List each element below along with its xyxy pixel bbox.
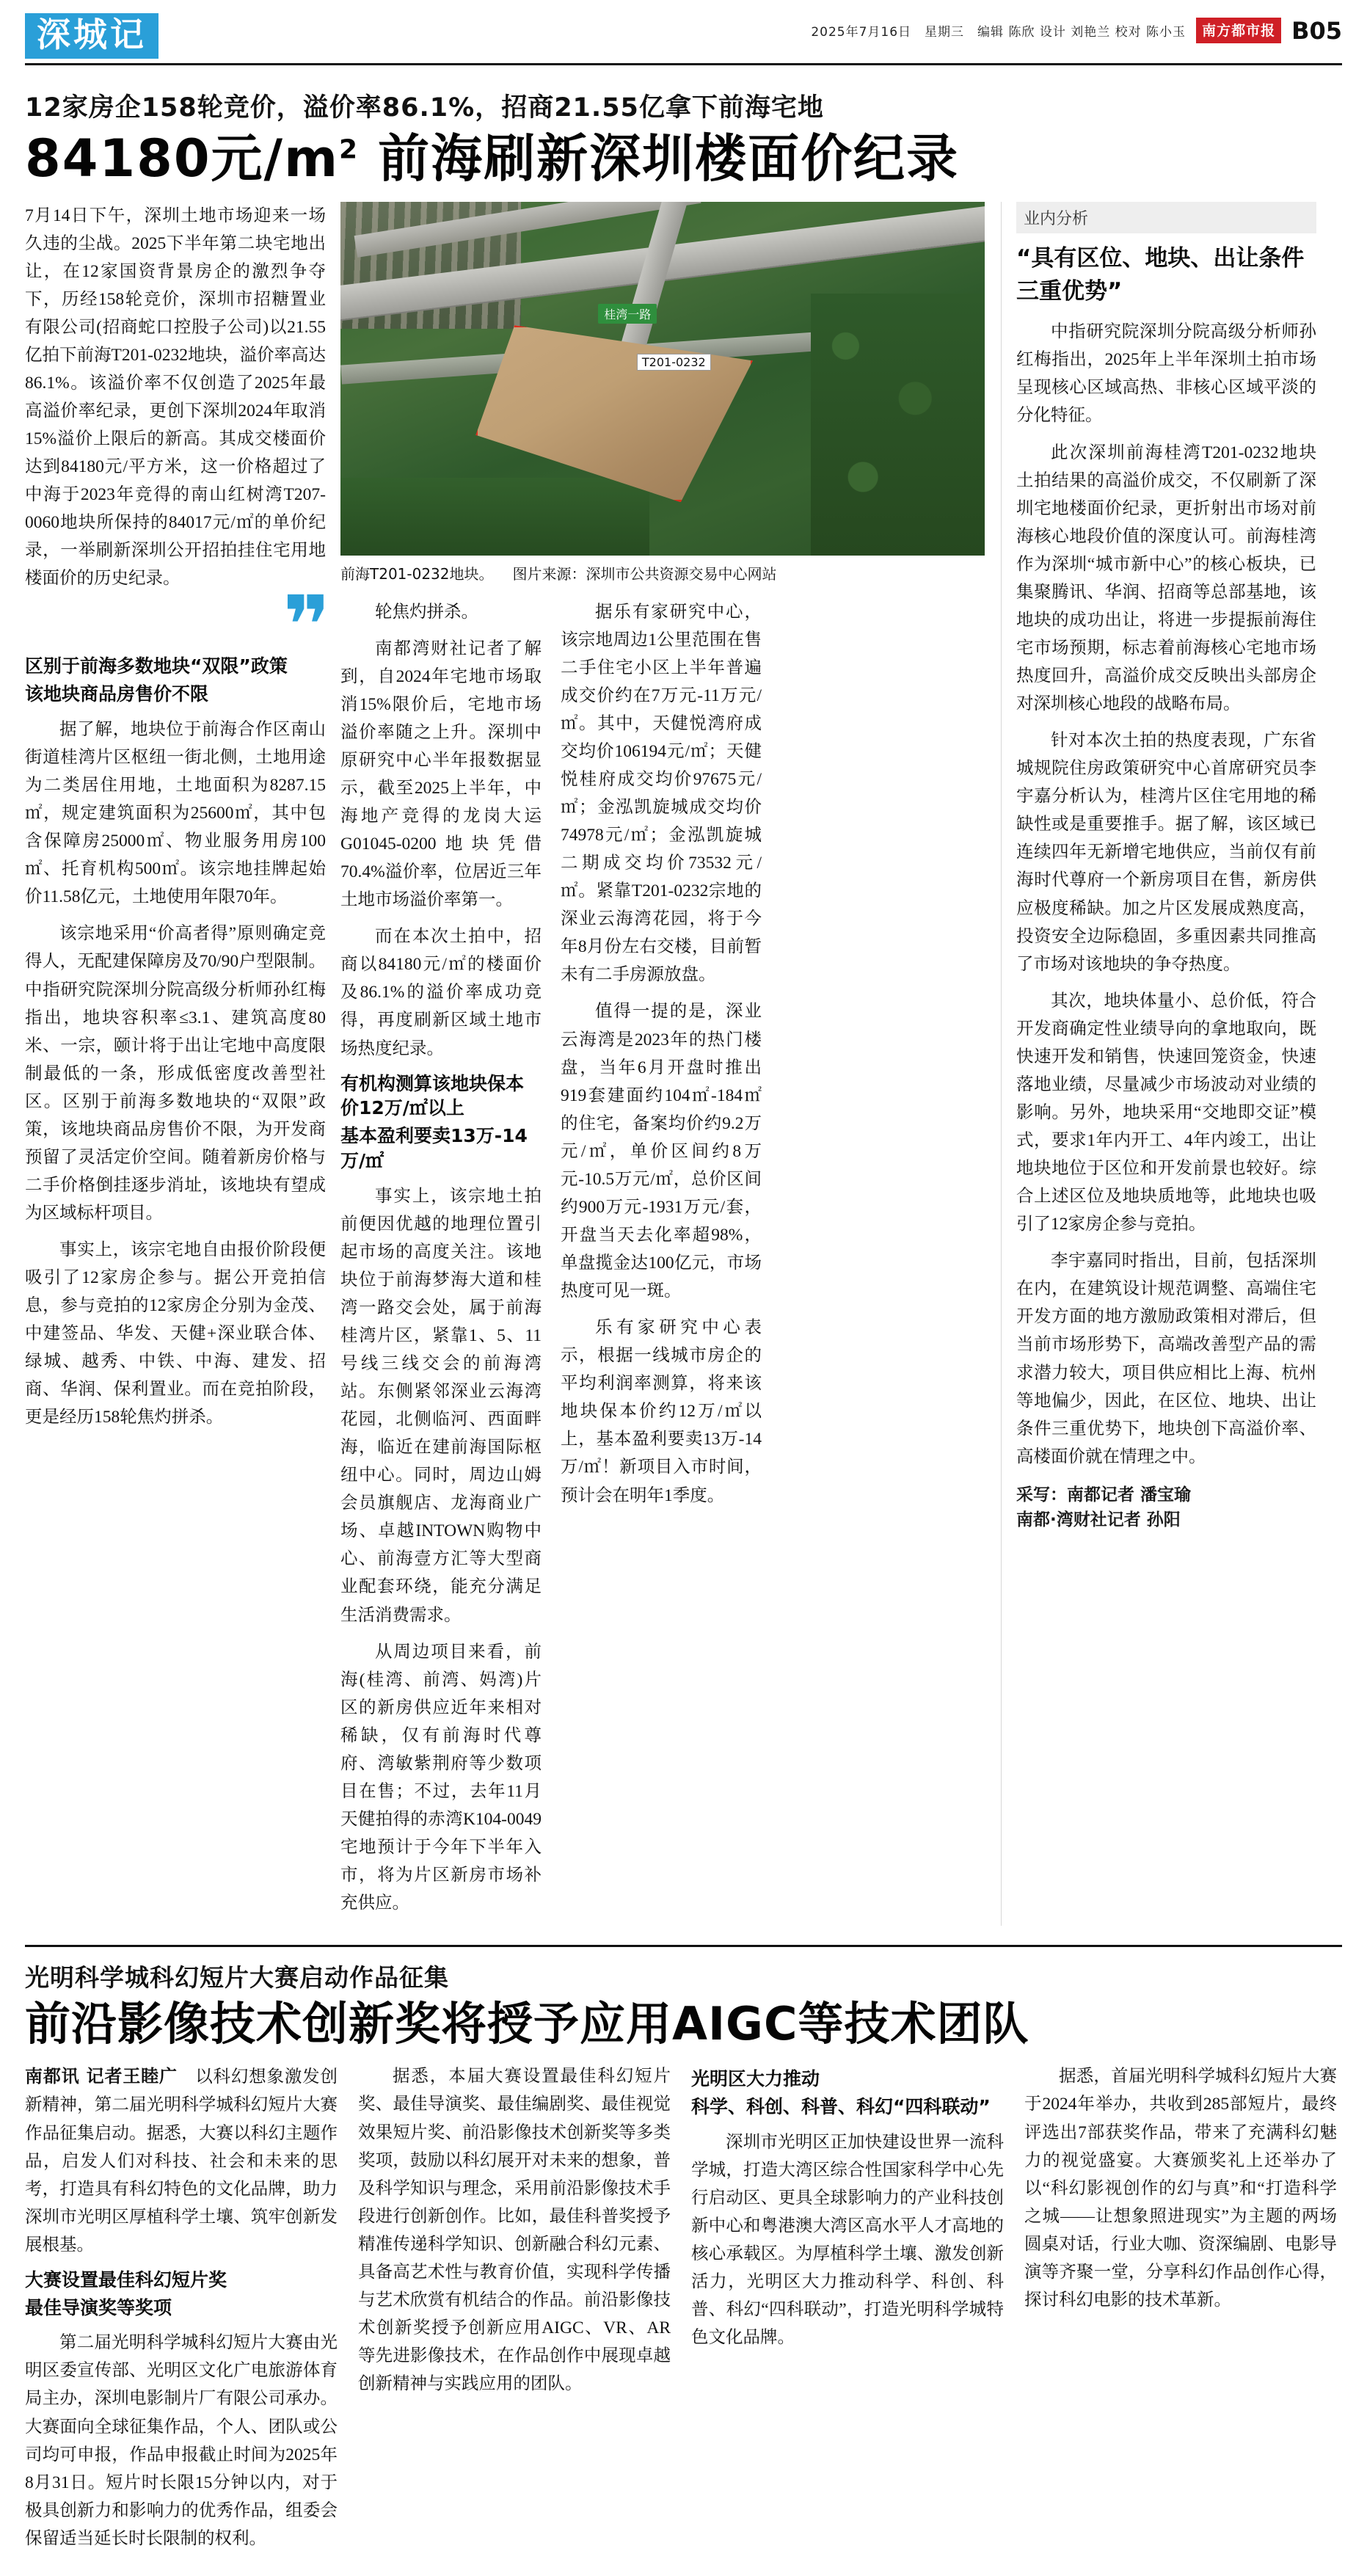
masthead — [25, 13, 1342, 65]
photo-caption-left: 前海T201-0232地块。 — [340, 564, 494, 583]
sub2-paragraph-4: 从周边项目来看，前海(桂湾、前湾、妈湾)片区的新房供应近年来相对稀缺，仅有前海时代尊府、湾敏紫荆府等少数项目在售；不过，去年11月天健拍得的赤湾K104-0049宅地预计于今年下半年入市，将为片区新房市场补充供应。 — [340, 1642, 542, 1913]
story2-subhead-3: 光明区大力推动 — [691, 2068, 820, 2090]
analysis-paragraph-1: 中指研究院深圳分院高级分析师孙红梅指出，2025年上半年深圳土拍市场呈现核心区域高热、非核心区域平淡的分化特征。 — [1016, 322, 1316, 426]
sub3-paragraph-2: 值得一提的是，深业云海湾是2023年的热门楼盘，当年6月开盘时推出919套建面约104㎡-184㎡的住宅，备案均价约9.2万元/㎡，单价区间约8万元-10.5万元/㎡，总价区间约900万元-1931万元/套，开盘当天去化率超98%，单盘揽金达100亿元，市场热度可见一斑。 — [561, 1002, 762, 1301]
story2-paragraph-5: 据悉，首届光明科学城科幻短片大赛于2024年举办，共收到285部短片，最终评选出7部获奖作品，带来了充满科幻魅力的视觉盛宴。大赛颁奖礼上还举办了以“科幻影视创作的幻与真”和“打造科学之城——让想象照进现实”为主题的两场圆桌对话，行业大咖、资深编剧、电影导演等齐聚一堂，分享科幻作品创作心得，探讨科幻电影的技术革新。 — [1024, 2067, 1337, 2310]
byline-2: 南都·湾财社记者 孙阳 — [1016, 1510, 1181, 1530]
headline-rest: 前海刷新深圳楼面价纪录 — [378, 128, 960, 189]
story1-sub-columns — [340, 598, 985, 1926]
photo-trees-bottom — [340, 478, 649, 556]
sub1-paragraph-1: 据了解，地块位于前海合作区南山街道桂湾片区枢纽一街北侧，土地用途为二类居住用地，土地面积为8287.15㎡，规定建筑面积为25600㎡，其中包含保障房25000㎡、物业服务用房100㎡、托育机构500㎡。该宗地挂牌起始价11.58亿元，土地使用年限70年。 — [25, 719, 326, 907]
photo-caption-source: 图片来源：深圳市公共资源交易中心网站 — [512, 564, 777, 583]
aerial-photo — [340, 202, 985, 556]
story2-subhead-4: 科学、科创、科普、科幻“四科联动” — [691, 2096, 991, 2118]
analysis-paragraph-5: 李宇嘉同时指出，目前，包括深圳在内，在建筑设计规范调整、高端住宅开发方面的地方激励政策相对滞后，但当前市场形势下，高端改善型产品的需求潜力较大，项目供应相比上海、杭州等地偏少，因此，在区位、地块、出让条件三重优势下，地块创下高溢价率、高楼面价就在情理之中。 — [1016, 1251, 1316, 1466]
issue-credits: 2025年7月16日 星期三 编辑 陈欣 设计 刘艳兰 校对 陈小玉 — [811, 25, 1186, 40]
sub3-paragraph-1: 据乐有家研究中心，该宗地周边1公里范围在售二手住宅小区上半年普遍成交价约在7万元-11万元/㎡。其中，天健悦湾府成交均价106194元/㎡；天健悦桂府成交均价97675元/㎡；金泓凯旋城成交均价74978元/㎡；金泓凯旋城二期成交均价73532元/㎡。紧靠T201-0232宗地的深业云海湾花园，将于今年8月份左右交楼，目前暂未有二手房源放盘。 — [561, 602, 762, 985]
sub-column-3 — [781, 598, 982, 1926]
lead-paragraph: 7月14日下午，深圳土地市场迎来一场久违的尘战。2025下半年第二块宅地出让，在12家国资背景房企的激烈争夺下，历经158轮竞价，深圳市招糖置业有限公司(招商蛇口控股子公司)以21.55亿拍下前海T201-0232地块，溢价率高达86.1%。该溢价率不仅创造了2025年最高溢价率纪录，更创下深圳2024年取消15%溢价上限后的新高。其成交楼面价达到84180元/平方米，这一价格超过了中海于2023年竞得的南山红树湾T207-0060地块所保持的84017元/㎡的单价纪录，一举刷新深圳公开招拍挂住宅用地楼面价的历史纪录。 — [25, 205, 326, 589]
story2-subhead-1: 大赛设置最佳科幻短片奖 — [25, 2268, 227, 2291]
subhead-2-line1: 有机构测算该地块保本价12万/㎡以上 — [340, 1072, 525, 1119]
section-badge: 深城记 — [25, 13, 158, 59]
paper-logo: 南方都市报 — [1196, 18, 1281, 43]
story2-column-2 — [358, 2062, 671, 2561]
story1-body — [25, 202, 1342, 1926]
story2 — [25, 1945, 1342, 2561]
sub1-paragraph-3: 事实上，该宗宅地自由报价阶段便吸引了12家房企参与。据公开竞拍信息，参与竞拍的12家房企分别为金茂、中建签品、华发、天健+深业联合体、绿城、越秀、中铁、中海、建发、招商、华润、保利置业。而在竞拍阶段，更是经历158轮焦灼拼杀。 — [25, 1240, 326, 1427]
sub2-paragraph-0: 轮焦灼拼杀。 — [375, 602, 478, 622]
sub-column-2 — [561, 598, 762, 1926]
photo-trees-right — [811, 294, 985, 556]
analysis-label: 业内分析 — [1016, 202, 1316, 233]
subhead-2-line2: 基本盈利要卖13万-14万/㎡ — [340, 1125, 528, 1171]
story2-column-4 — [1024, 2062, 1337, 2561]
sub1-paragraph-2: 该宗地采用“价高者得”原则确定竞得人，无配建保障房及70/90户型限制。中指研究院深圳分院高级分析师孙红梅指出，地块容积率≤3.1、建筑高度80米、一宗，颐计将于出让宅地中高度限制最低的一条，形成低密度改善型社区。区别于前海多数地块的“双限”政策，该地块商品房售价不限，为开发商预留了灵活定价空间。随着新房价格与二手价格倒挂逐步消址，该地块有望成为区域标杆项目。 — [25, 924, 326, 1223]
story2-columns — [25, 2062, 1342, 2561]
sub2-paragraph-1: 南都湾财社记者了解到，自2024年宅地市场取消15%限价后，宅地市场溢价率随之上升。深圳中原研究中心半年报数据显示，截至2025上半年，中海地产竞得的龙岗大运G01045-0200地块凭借70.4%溢价率，位居近三年土地市场溢价率第一。 — [340, 638, 542, 910]
sub2-paragraph-2: 而在本次土拍中，招商以84180元/㎡的楼面价及86.1%的溢价率成功竞得，再度刷新区域土地市场热度纪录。 — [340, 927, 542, 1058]
photo-caption — [340, 562, 985, 583]
lead-text — [25, 202, 326, 593]
analysis-paragraph-3: 针对本次土拍的热度表现，广东省城规院住房政策研究中心首席研究员李宇嘉分析认为，桂湾片区住宅用地的稀缺性或是重要推手。据了解，该区域已连续四年无新增宅地供应，当前仅有前海时代尊府一个新房项目在售，新房供应极度稀缺。加之片区发展成熟度高，投资安全边际稳固，多重因素共同推高了市场对该地块的争夺热度。 — [1016, 731, 1316, 974]
analysis-paragraph-4: 其次，地块体量小、总价低，符合开发商确定性业绩导向的拿地取向，既快速开发和销售，快速回笼资金，快速落地业绩，尽量减少市场波动对业绩的影响。另外，地块采用“交地即交证”模式，要求1年内开工、4年内竣工，出让地块地位于区位和开发前景也较好。综合上述区位及地块质地等，此地块也吸引了12家房企参与竞拍。 — [1016, 991, 1316, 1234]
page-number: B05 — [1291, 16, 1342, 45]
story1-lead-column — [25, 202, 340, 1926]
story1-headline — [25, 128, 1342, 189]
analysis-title-line1: “具有区位、地块、出让条件 — [1016, 244, 1305, 272]
masthead-left — [25, 13, 158, 59]
story2-kicker: 光明科学城科幻短片大赛启动作品征集 — [25, 1963, 449, 1993]
story2-paragraph-4: 深圳市光明区正加快建设世界一流科学城，打造大湾区综合性国家科学中心先行启动区、更具全球影响力的产业科技创新中心和粤港澳大湾区高水平人才高地的核心承载区。为厚植科学土壤、激发创新活力，光明区大力推动科学、科创、科普、科幻“四科联动”，打造光明科学城特色文化品牌。 — [691, 2132, 1004, 2348]
story2-lead-in: 南都讯 记者王睦广 — [25, 2066, 178, 2087]
headline-exponent: 2 — [339, 134, 360, 165]
photo-road-label: 桂湾一路 — [598, 304, 657, 324]
sub3-paragraph-3: 乐有家研究中心表示，根据一线城市房企的平均利润率测算，将来该地块保本价约12万/㎡以上，基本盈利要卖13万-14万/㎡！新项目入市时间，预计会在明年1季度。 — [561, 1318, 762, 1505]
story1-kicker: 12家房企158轮竞价，溢价率86.1%，招商21.55亿拿下前海宅地 — [25, 93, 824, 123]
byline-1: 采写：南都记者 潘宝瑜 — [1016, 1485, 1192, 1505]
story1-analysis-column — [1001, 202, 1316, 1926]
sub2-paragraph-3: 事实上，该宗地土拍前便因优越的地理位置引起市场的高度关注。该地块位于前海梦海大道和桂湾一路交会处，属于前海桂湾片区，紧靠1、5、11号线三线交会的前海湾站。东侧紧邻深业云海湾花园，北侧临河、西面畔海，临近在建前海国际枢纽中心。同时，周边山姆会员旗舰店、龙海商业广场、卓越INTOWN购物中心、前海壹方汇等大型商业配套环绕，能充分满足生活消费需求。 — [340, 1186, 542, 1625]
sub-column-1 — [340, 598, 542, 1926]
story2-paragraph-3: 据悉，本届大赛设置最佳科幻短片奖、最佳导演奖、最佳编剧奖、最佳视觉效果短片奖、前沿影像技术创新奖等多类奖项，鼓励以科幻展开对未来的想象，普及科学知识与理念，采用前沿影像技术手段进行创新创作。比如，最佳科普奖授予精准传递科学知识、创新融合科幻元素、具备高艺术性与教育价值，实现科学传播与艺术欣赏有机结合的作品。前沿影像技术创新奖授予创新应用AIGC、VR、AR等先进影像技术，在作品创作中展现卓越创新精神与实践应用的团队。 — [358, 2067, 671, 2394]
story2-subhead-2: 最佳导演奖等奖项 — [25, 2296, 172, 2318]
story2-paragraph-1-text: 以科幻想象激发创新精神，第二届光明科学城科幻短片大赛作品征集启动。据悉，大赛以科幻主题作品，启发人们对科技、社会和未来的思考，打造具有科幻特色的文化品牌，助力深圳市光明区厚植科学土壤、筑牢创新发展根基。 — [25, 2067, 338, 2255]
story2-paragraph-1 — [25, 2062, 338, 2258]
headline-price: 84180元/m — [25, 128, 340, 189]
photo-plot-label: T201-0232 — [637, 354, 711, 371]
subhead-1-line1: 区别于前海多数地块“双限”政策 — [25, 655, 288, 677]
photo-box — [340, 202, 985, 583]
analysis-title-line2: 三重优势” — [1016, 278, 1123, 305]
masthead-right — [811, 13, 1342, 43]
subhead-1-line2: 该地块商品房售价不限 — [25, 683, 209, 705]
story2-headline: 前沿影像技术创新奖将授予应用AIGC等技术团队 — [25, 1997, 1029, 2051]
analysis-paragraph-2: 此次深圳前海桂湾T201-0232地块土拍结果的高溢价成交，不仅刷新了深圳宅地楼面价纪录，更折射出市场对前海核心地段价值的深度认可。前海桂湾作为深圳“城市新中心”的核心板块，已集聚腾讯、华润、招商等总部基地，该地块的成功出让，将进一步提振前海住宅市场预期，标志着前海核心宅地市场热度回升，高溢价成交反映出头部房企对深圳核心地段的战略布局。 — [1016, 443, 1316, 714]
story2-column-1 — [25, 2062, 338, 2561]
story2-paragraph-2: 第二届光明科学城科幻短片大赛由光明区委宣传部、光明区文化广电旅游体育局主办，深圳电影制片厂有限公司承办。大赛面向全球征集作品，个人、团队或公司均可申报，作品申报截止时间为2025年8月31日。短片时长限15分钟以内，对于极具创新力和影响力的优秀作品，组委会保留适当延长时长限制的权利。 — [25, 2333, 338, 2548]
quote-mark-icon: ❞ — [282, 578, 326, 673]
story1-photo-column — [340, 202, 1001, 1926]
story2-column-3 — [691, 2062, 1004, 2561]
